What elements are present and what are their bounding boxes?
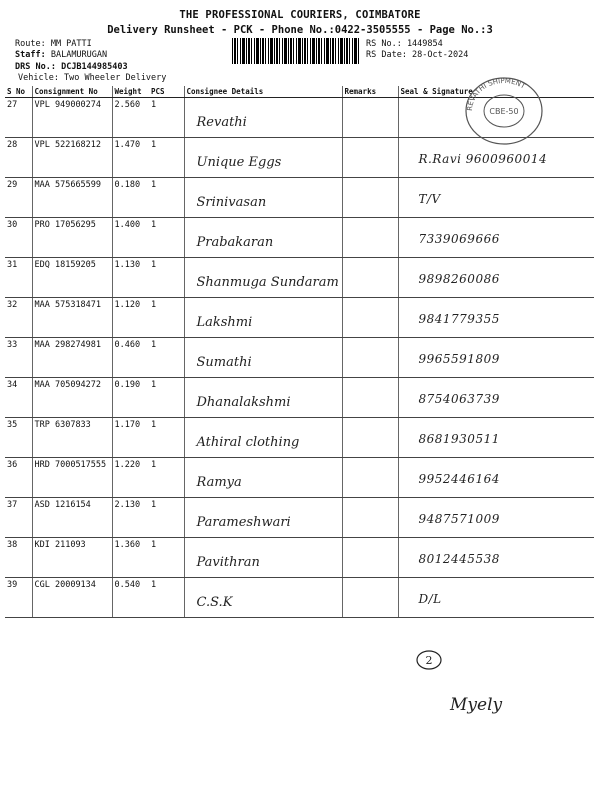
remarks-cell: [342, 138, 398, 178]
company-stamp: [462, 74, 546, 148]
consignee-text: Sumathi: [196, 355, 252, 370]
remarks-cell: [342, 298, 398, 338]
consignee-cell: [184, 498, 342, 538]
consignee-text: Srinivasan: [196, 195, 267, 210]
drs-label: DRS No.:: [15, 62, 56, 72]
pcs-text: 1: [151, 220, 157, 230]
remarks-cell: [342, 98, 398, 138]
consignee-cell: [184, 538, 342, 578]
rs-number: RS No.: 1449854: [366, 39, 443, 49]
signature-text: D/L: [418, 592, 442, 606]
consignee-cell: [184, 218, 342, 258]
table-row: [5, 258, 594, 298]
drs-number: [15, 62, 128, 73]
consignee-text: Dhanalakshmi: [196, 395, 291, 410]
pcs-cell: [149, 458, 184, 498]
sno-text: 29: [7, 180, 18, 190]
weight-text: 0.180: [114, 180, 141, 190]
barcode: [232, 38, 360, 64]
pcs-cell: [149, 418, 184, 458]
bottom-signature-text: Myely: [450, 695, 503, 715]
pcs-text: 1: [151, 340, 157, 350]
col-consignee: Consignee Details: [184, 86, 342, 98]
table-row: [5, 418, 594, 458]
consignee-cell: [184, 458, 342, 498]
consignee-cell: [184, 298, 342, 338]
signature-text: T/V: [418, 192, 441, 206]
remarks-cell: [342, 258, 398, 298]
consignment-cell: [32, 258, 112, 298]
weight-cell: [112, 138, 149, 178]
signature-text: 8681930511: [418, 432, 500, 446]
sno-text: 36: [7, 460, 18, 470]
consignment-text: PRO 17056295: [34, 220, 96, 230]
remarks-cell: [342, 538, 398, 578]
consignee-cell: [184, 138, 342, 178]
weight-text: 1.360: [114, 540, 141, 550]
signature-cell: [398, 418, 594, 458]
pcs-cell: [149, 498, 184, 538]
table-body: [5, 98, 594, 618]
signature-text: 9898260086: [418, 272, 500, 286]
signature-cell: [398, 178, 594, 218]
weight-text: 2.560: [114, 100, 141, 110]
weight-cell: [112, 498, 149, 538]
weight-text: 1.130: [114, 260, 141, 270]
sno-text: 33: [7, 340, 18, 350]
table-row: [5, 578, 594, 618]
consignee-text: Ramya: [196, 475, 242, 490]
table-row: [5, 218, 594, 258]
weight-cell: [112, 458, 149, 498]
pcs-cell: [149, 578, 184, 618]
signature-text: 9487571009: [418, 512, 500, 526]
consignee-cell: [184, 258, 342, 298]
consignment-text: MAA 298274981: [34, 340, 102, 350]
consignment-text: CGL 20009134: [34, 580, 96, 590]
route: Route: MM PATTI: [15, 39, 92, 49]
pcs-text: 1: [151, 100, 157, 110]
sno-cell: [5, 338, 32, 378]
consignment-text: MAA 575318471: [34, 300, 102, 310]
sno-text: 32: [7, 300, 18, 310]
pcs-cell: [149, 298, 184, 338]
weight-text: 0.540: [114, 580, 141, 590]
remarks-cell: [342, 218, 398, 258]
pcs-text: 1: [151, 300, 157, 310]
weight-text: 2.130: [114, 500, 141, 510]
consignment-cell: [32, 218, 112, 258]
weight-text: 0.190: [114, 380, 141, 390]
consignment-cell: [32, 98, 112, 138]
consignee-cell: [184, 338, 342, 378]
sno-text: 38: [7, 540, 18, 550]
consignee-text: Unique Eggs: [196, 155, 282, 170]
consignment-text: KDI 211093: [34, 540, 86, 550]
remarks-cell: [342, 378, 398, 418]
pcs-text: 1: [151, 260, 157, 270]
signature-cell: [398, 298, 594, 338]
runsheet-table: [5, 86, 594, 618]
consignment-text: VPL 949000274: [34, 100, 102, 110]
sno-text: 37: [7, 500, 18, 510]
table-row: [5, 178, 594, 218]
signature-cell: [398, 258, 594, 298]
consignment-cell: [32, 178, 112, 218]
pcs-text: 1: [151, 500, 157, 510]
stamp-code: CBE-50: [489, 107, 519, 116]
pcs-text: 1: [151, 420, 157, 430]
table-row: [5, 458, 594, 498]
consignment-cell: [32, 378, 112, 418]
sno-text: 34: [7, 380, 18, 390]
consignment-cell: [32, 578, 112, 618]
consignment-cell: [32, 338, 112, 378]
remarks-cell: [342, 418, 398, 458]
pcs-text: 1: [151, 580, 157, 590]
circled-page-mark: [414, 648, 444, 672]
weight-text: 1.220: [114, 460, 141, 470]
pcs-cell: [149, 98, 184, 138]
signature-cell: [398, 498, 594, 538]
weight-cell: [112, 218, 149, 258]
remarks-cell: [342, 578, 398, 618]
sno-cell: [5, 258, 32, 298]
weight-cell: [112, 378, 149, 418]
staff-label: Staff:: [15, 50, 46, 60]
sno-cell: [5, 178, 32, 218]
consignment-cell: [32, 498, 112, 538]
consignment-text: VPL 522168212: [34, 140, 102, 150]
consignee-text: Athiral clothing: [196, 435, 300, 450]
consignment-text: EDQ 18159205: [34, 260, 96, 270]
signature-cell: [398, 458, 594, 498]
sno-cell: [5, 218, 32, 258]
consignee-text: Shanmuga Sundaram: [196, 275, 339, 290]
col-sno: S No: [5, 86, 32, 98]
signature-text: R.Ravi 9600960014: [418, 152, 548, 166]
pcs-cell: [149, 538, 184, 578]
remarks-cell: [342, 498, 398, 538]
signature-text: 9965591809: [418, 352, 500, 366]
circled-number: 2: [425, 654, 433, 667]
consignee-cell: [184, 98, 342, 138]
signature-text: 8754063739: [418, 392, 500, 406]
signature-text: 9841779355: [418, 312, 500, 326]
runsheet-subtitle: Delivery Runsheet - PCK - Phone No.:0422-3505555 - Page No.:3: [107, 24, 493, 36]
table-row: [5, 538, 594, 578]
sno-text: 28: [7, 140, 18, 150]
drs-value: DCJB144985403: [61, 62, 128, 72]
col-seal-signature: Seal & Signature: [398, 86, 594, 98]
sno-cell: [5, 458, 32, 498]
remarks-cell: [342, 458, 398, 498]
signature-text: 9952446164: [418, 472, 500, 486]
col-weight: Weight: [112, 86, 149, 98]
rs-date: RS Date: 28-Oct-2024: [366, 50, 469, 60]
table-row: [5, 298, 594, 338]
consignment-cell: [32, 298, 112, 338]
pcs-text: 1: [151, 380, 157, 390]
consignee-text: Prabakaran: [196, 235, 274, 250]
col-pcs: PCS: [149, 86, 184, 98]
col-consignment: Consignment No: [32, 86, 112, 98]
sno-cell: [5, 578, 32, 618]
consignment-cell: [32, 418, 112, 458]
pcs-text: 1: [151, 140, 157, 150]
weight-text: 1.170: [114, 420, 141, 430]
sno-cell: [5, 378, 32, 418]
sno-cell: [5, 98, 32, 138]
col-remarks: Remarks: [342, 86, 398, 98]
pcs-cell: [149, 138, 184, 178]
pcs-cell: [149, 178, 184, 218]
weight-text: 1.400: [114, 220, 141, 230]
sno-cell: [5, 498, 32, 538]
sno-text: 27: [7, 100, 18, 110]
sno-cell: [5, 138, 32, 178]
sno-text: 30: [7, 220, 18, 230]
consignment-cell: [32, 138, 112, 178]
consignment-text: MAA 705094272: [34, 380, 102, 390]
sno-cell: [5, 418, 32, 458]
pcs-cell: [149, 258, 184, 298]
consignee-cell: [184, 378, 342, 418]
consignee-text: Pavithran: [196, 555, 260, 570]
consignment-cell: [32, 458, 112, 498]
vehicle: Vehicle: Two Wheeler Delivery: [18, 73, 167, 83]
consignment-text: ASD 1216154: [34, 500, 91, 510]
company-title: THE PROFESSIONAL COURIERS, COIMBATORE: [179, 9, 421, 21]
signature-cell: [398, 338, 594, 378]
weight-cell: [112, 98, 149, 138]
sno-text: 31: [7, 260, 18, 270]
consignee-text: Lakshmi: [196, 315, 253, 330]
pcs-cell: [149, 338, 184, 378]
sno-cell: [5, 298, 32, 338]
table-row: [5, 338, 594, 378]
remarks-cell: [342, 338, 398, 378]
staff: [15, 50, 107, 61]
consignee-text: C.S.K: [196, 595, 233, 610]
weight-cell: [112, 258, 149, 298]
weight-text: 0.460: [114, 340, 141, 350]
weight-cell: [112, 538, 149, 578]
weight-text: 1.470: [114, 140, 141, 150]
consignment-text: MAA 575665599: [34, 180, 102, 190]
sno-cell: [5, 538, 32, 578]
signature-cell: [398, 218, 594, 258]
pcs-text: 1: [151, 540, 157, 550]
weight-cell: [112, 338, 149, 378]
signature-cell: [398, 378, 594, 418]
weight-cell: [112, 178, 149, 218]
consignee-cell: [184, 578, 342, 618]
sno-text: 35: [7, 420, 18, 430]
consignee-cell: [184, 178, 342, 218]
sno-text: 39: [7, 580, 18, 590]
pcs-cell: [149, 218, 184, 258]
weight-cell: [112, 298, 149, 338]
remarks-cell: [342, 178, 398, 218]
signature-text: 8012445538: [418, 552, 500, 566]
weight-cell: [112, 578, 149, 618]
table-row: [5, 378, 594, 418]
consignee-cell: [184, 418, 342, 458]
bottom-signature: [444, 680, 554, 730]
stamp-text: REVATHI SHIPMENT: [465, 76, 527, 112]
weight-cell: [112, 418, 149, 458]
consignment-cell: [32, 538, 112, 578]
signature-cell: [398, 578, 594, 618]
pcs-cell: [149, 378, 184, 418]
staff-value: BALAMURUGAN: [50, 50, 108, 60]
consignee-text: Revathi: [196, 115, 247, 130]
signature-cell: [398, 538, 594, 578]
consignment-text: TRP 6307833: [34, 420, 91, 430]
weight-text: 1.120: [114, 300, 141, 310]
pcs-text: 1: [151, 180, 157, 190]
pcs-text: 1: [151, 460, 157, 470]
signature-text: 7339069666: [418, 232, 500, 246]
consignee-text: Parameshwari: [196, 515, 291, 530]
table-row: [5, 498, 594, 538]
consignment-text: HRD 7000517555: [34, 460, 107, 470]
